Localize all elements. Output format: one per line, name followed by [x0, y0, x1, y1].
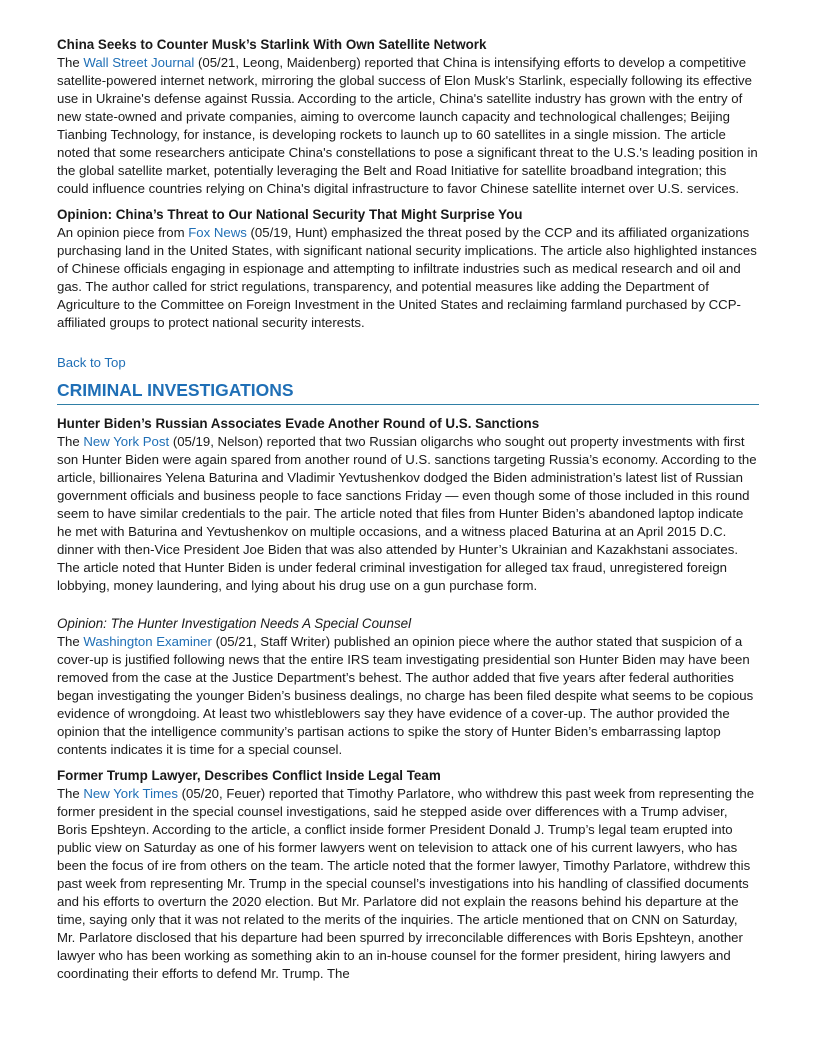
article-headline: Former Trump Lawyer, Describes Conflict Inside Legal Team: [57, 768, 441, 783]
article-body: [57, 433, 759, 595]
article-text: (05/21, Leong, Maidenberg) reported that China is intensifying efforts to develop a competitive satellite-powered internet network, mirroring the global success of Elon Musk's Starlink, especially following its effective use in Ukraine's defense against Russia. According to the article, China's satellite industry has grown with the entry of new state-owned and private companies, aiming to overcome launch capacity and technological challenges; Beijing Tianbing Technology, for instance, is developing rockets to launch up to 60 satellites in a single mission. The article noted that some researchers anticipate China's constellations to pose a significant threat to the U.S.'s leading position in the global satellite market, potentially leveraging the Belt and Road Initiative for satellite broadband integration; this could influence countries relying on China's digital infrastructure to favor Chinese satellite internet over U.S. services.: [57, 55, 758, 196]
source-link[interactable]: New York Times: [83, 786, 178, 801]
article: [57, 206, 759, 332]
article-lead: The: [57, 634, 84, 649]
article-body: [57, 633, 759, 759]
article-text: (05/19, Hunt) emphasized the threat posed by the CCP and its affiliated organizations purchasing land in the United States, with significant national security implications. The article also highlighted instances of Chinese officials engaging in espionage and attempting to infiltrate industries such as medical research and oil and gas. The author called for strict regulations, transparency, and potential measures like adding the Department of Agriculture to the Committee on Foreign Investment in the United States and reclaiming farmland purchased by CCP-affiliated groups to protect national security interests.: [57, 225, 757, 330]
source-link[interactable]: Wall Street Journal: [83, 55, 195, 70]
article-headline: Opinion: China’s Threat to Our National Security That Might Surprise You: [57, 207, 523, 222]
article-lead: The: [57, 786, 84, 801]
article-headline: China Seeks to Counter Musk’s Starlink With Own Satellite Network: [57, 37, 487, 52]
article: [57, 415, 759, 595]
article: [57, 36, 759, 198]
back-to-top-link[interactable]: Back to Top: [57, 355, 126, 370]
article-headline: Opinion: The Hunter Investigation Needs A Special Counsel: [57, 616, 412, 631]
article-text: (05/20, Feuer) reported that Timothy Parlatore, who withdrew this past week from representing the former president in the special counsel investigations, said he stepped aside over differences with a Trump adviser, Boris Epshteyn. According to the article, a conflict inside former President Donald J. Trump’s legal team erupted into public view on Saturday as one of his former lawyers went on television to attack one of his current lawyers, who has been the focus of ire from others on the team. The article noted that the former lawyer, Timothy Parlatore, withdrew this past week from representing Mr. Trump in the special counsel’s investigations into his handling of classified documents and his efforts to overturn the 2020 election. But Mr. Parlatore did not explain the reasons behind his departure at the time, saying only that it was not related to the merits of the inquiries. The article mentioned that on CNN on Saturday, Mr. Parlatore disclosed that his departure had been spurred by irreconcilable differences with Boris Epshteyn, another lawyer who has been working as something akin to an in-house counsel for the former president, hiring lawyers and coordinating their efforts to defend Mr. Trump. The: [57, 786, 755, 981]
article-text: (05/19, Nelson) reported that two Russian oligarchs who sought out property investments with first son Hunter Biden were again spared from another round of U.S. sanctions targeting Russia’s economy. According to the article, billionaires Yelena Baturina and Vladimir Yevtushenkov dodged the Biden administration’s latest list of Russian government officials and business people to face sanctions Friday — even though some of those included in this round seem to have similar credentials to the pair. The article noted that files from Hunter Biden’s abandoned laptop indicate he met with Baturina and Yevtushenkov on multiple occasions, and a witness placed Baturina at an April 2015 D.C. dinner with then-Vice President Joe Biden that was also attended by Hunter’s Ukrainian and Kazakhstani associates. The article noted that Hunter Biden is under federal criminal investigation for alleged tax fraud, unregistered foreign lobbying, money laundering, and lying about his drug use on a gun purchase form.: [57, 434, 757, 593]
newsletter-page: [57, 36, 759, 991]
source-link[interactable]: New York Post: [83, 434, 170, 449]
article-headline: Hunter Biden’s Russian Associates Evade Another Round of U.S. Sanctions: [57, 416, 540, 431]
article-text: (05/21, Staff Writer) published an opinion piece where the author stated that suspicion of a cover-up is justified following news that the entire IRS team investigating presidential son Hunter Biden may have been removed from the case at the Justice Department’s behest. The author added that five years after federal authorities began investigating the younger Biden’s business dealings, no charge has been filed despite what seems to be copious evidence of wrongdoing. At least two whistleblowers say they have evidence of a cover-up. The author provided the opinion that the intelligence community’s partisan actions to spike the story of Hunter Biden’s embarrassing laptop contents indicates it is time for a special counsel.: [57, 634, 754, 757]
article-body: [57, 785, 759, 983]
source-link[interactable]: Fox News: [188, 225, 247, 240]
article-body: [57, 224, 759, 332]
source-link[interactable]: Washington Examiner: [83, 634, 212, 649]
article: [57, 767, 759, 983]
spacer: [57, 603, 759, 615]
article-body: [57, 54, 759, 198]
article-lead: The: [57, 434, 84, 449]
article-lead: The: [57, 55, 84, 70]
section-heading: CRIMINAL INVESTIGATIONS: [57, 379, 759, 405]
article-lead: An opinion piece from: [57, 225, 189, 240]
article: [57, 615, 759, 759]
